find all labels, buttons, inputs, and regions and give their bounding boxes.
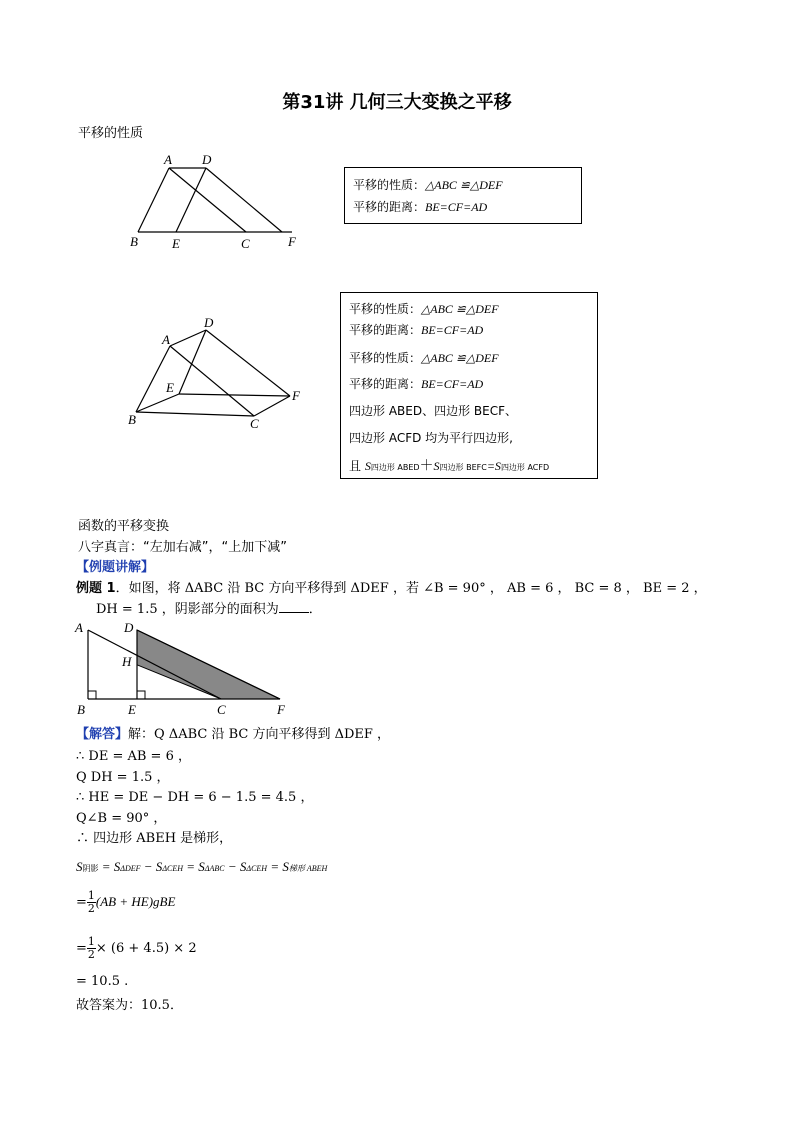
right-angle-mark-e <box>137 691 145 699</box>
label-c: C <box>250 416 259 431</box>
solution-s1: 解：Q ΔABC 沿 BC 方向平移得到 ΔDEF ， <box>128 727 391 742</box>
segment-df <box>206 168 282 232</box>
solution-line-4: ∴ HE = DE − DH = 6 − 1.5 = 4.5 ， <box>76 790 314 805</box>
s7-sub-shadow: 阴影 <box>82 864 99 873</box>
segment-ac <box>170 346 254 416</box>
solution-line-2: ∴ DE = AB = 6 ， <box>76 749 191 764</box>
label-d: D <box>124 620 134 635</box>
example-1-label: 例题 1 <box>76 581 116 596</box>
s7-sub-abc: ΔABC <box>204 864 225 873</box>
s7-s: S <box>76 859 83 874</box>
s8-num: 1 <box>87 889 95 902</box>
box2-l1-expr: △ABC ≌△DEF <box>421 302 499 316</box>
label-c: C <box>241 236 250 251</box>
box2-l2-prefix: 平移的距离： <box>349 323 422 337</box>
example-1-text1: ．如图，将 ΔABC 沿 BC 方向平移得到 ΔDEF ，若 ∠B = 90° ， AB = 6 ， BC = 8 ， BE = 2 ， <box>115 581 707 596</box>
solution-line-5: Q∠B = 90° ， <box>76 811 167 826</box>
label-a: A <box>162 332 170 347</box>
example-1-text2-end: ． <box>308 602 322 617</box>
motto-line: 八字真言：“左加右减”，“上加下减” <box>78 540 287 555</box>
box2-l4-prefix: 平移的距离： <box>349 377 422 391</box>
s9-num: 1 <box>87 935 95 948</box>
label-c: C <box>217 702 226 717</box>
box2-l3-expr: △ABC ≌△DEF <box>421 351 499 365</box>
box1-line2-expr: BE=CF=AD <box>425 200 488 214</box>
s7-sub-ceh2: ΔCEH <box>246 864 268 873</box>
box2-l6: 四边形 ACFD 均为平行四边形, <box>349 431 513 445</box>
s7-sub-def: ΔDEF <box>120 864 141 873</box>
segment-bc <box>136 412 254 416</box>
label-b: B <box>77 702 85 717</box>
segment-ab <box>136 346 170 412</box>
box2-l1-prefix: 平移的性质： <box>349 302 422 316</box>
label-f: F <box>292 388 300 403</box>
segment-ba <box>138 168 169 232</box>
s8-rest: (AB + HE)gBE <box>95 894 176 909</box>
solution-tag: 【解答】 <box>76 727 129 742</box>
s7-eq3: = S <box>267 859 289 874</box>
solution-line-6: ∴ 四边形 ABEH 是梯形， <box>76 831 233 846</box>
example-1-statement-line2 <box>96 598 322 617</box>
solution-result: = 10.5 . <box>76 974 129 989</box>
box1-line1-prefix: 平移的性质： <box>353 178 426 192</box>
answer-blank <box>279 600 309 613</box>
figure-example-1 <box>72 618 297 718</box>
s7-eq2: = S <box>183 859 205 874</box>
s9-den: 2 <box>87 948 95 961</box>
label-b: B <box>128 412 136 427</box>
s7-sub-trap: 梯形 ABEH <box>288 864 328 873</box>
segment-cf <box>254 396 290 416</box>
box2-l3-prefix: 平移的性质： <box>349 351 422 365</box>
box2-l4-expr: BE=CF=AD <box>421 377 484 391</box>
final-answer: 故答案为：10.5． <box>76 998 183 1013</box>
page-title: 第31讲 几何三大变换之平移 <box>282 92 512 113</box>
label-f: F <box>277 702 285 717</box>
segment-be <box>136 394 179 412</box>
label-b: B <box>130 234 138 249</box>
box1-line2-prefix: 平移的距离： <box>353 200 426 214</box>
box2-l7-s2: S <box>433 459 440 473</box>
label-e: E <box>172 236 180 251</box>
translation-property-box-1 <box>344 167 582 224</box>
s9-rest: × (6 + 4.5) × 2 <box>95 941 197 956</box>
fraction-one-half <box>87 890 96 915</box>
solution-line-1 <box>76 723 390 742</box>
s9-pre: = <box>76 941 87 956</box>
label-f: F <box>288 234 296 249</box>
example-1-text2: DH = 1.5 ，阴影部分的面积为 <box>96 602 279 617</box>
box2-l7-plus: ＋ <box>419 458 434 474</box>
section-heading-translation-properties: 平移的性质 <box>78 126 144 141</box>
segment-ef <box>179 394 290 396</box>
label-a: A <box>164 152 172 167</box>
solution-substitution <box>76 936 197 961</box>
figure-translation-triangles <box>120 148 320 253</box>
figure-translation-3d <box>122 310 312 435</box>
s7-eq1: = S <box>98 859 121 874</box>
label-h: H <box>122 654 132 669</box>
box1-line1-expr: △ABC ≌△DEF <box>425 178 503 192</box>
label-e: E <box>128 702 136 717</box>
s8-den: 2 <box>87 902 95 915</box>
section-heading-function-translation: 函数的平移变换 <box>78 519 170 534</box>
example-section-header: 【例题讲解】 <box>76 560 155 575</box>
fraction-one-half-2 <box>87 936 96 961</box>
solution-trapezoid-formula <box>76 890 175 915</box>
solution-line-3: Q DH = 1.5 ， <box>76 770 170 785</box>
s7-sub-ceh: ΔCEH <box>162 864 184 873</box>
box2-l7-sub3: 四边形 ACFD <box>500 463 550 472</box>
solution-area-chain <box>76 859 327 875</box>
label-e: E <box>166 380 174 395</box>
label-d: D <box>204 315 214 330</box>
box2-l7-and: 且 <box>349 459 365 473</box>
box2-l7-eq: =S <box>486 459 501 473</box>
s7-minus1: − S <box>140 859 163 874</box>
label-a: A <box>75 620 83 635</box>
example-1-statement-line1 <box>76 577 707 596</box>
s7-minus2: − S <box>224 859 247 874</box>
box2-l5: 四边形 ABED、四边形 BECF、 <box>349 404 517 418</box>
box2-area-equation <box>349 455 549 475</box>
box2-l7-sub2: 四边形 BEFC <box>439 463 487 472</box>
label-d: D <box>202 152 212 167</box>
translation-property-box-2 <box>340 292 598 479</box>
right-angle-mark-b <box>88 691 96 699</box>
s8-pre: = <box>76 895 87 910</box>
box2-l7-s1: S <box>364 459 371 473</box>
box2-l7-sub1: 四边形 ABED <box>370 463 420 472</box>
box2-l2-expr: BE=CF=AD <box>421 323 484 337</box>
